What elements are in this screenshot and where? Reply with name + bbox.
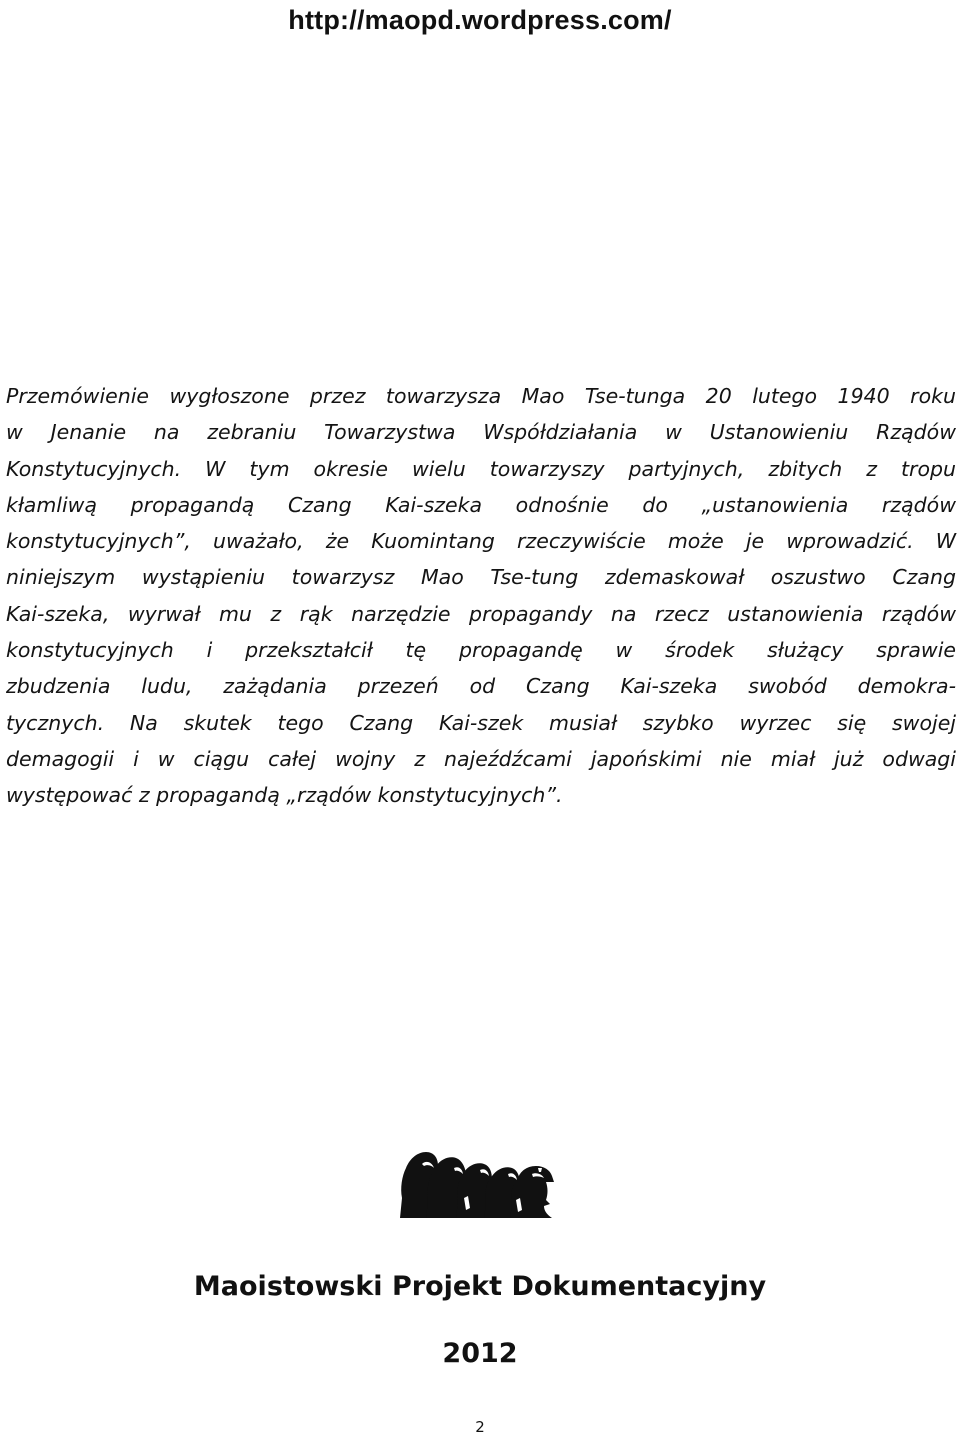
intro-line: w Jenanie na zebraniu Towarzystwa Współdziałania w Ustanowieniu Rządów [6,420,956,445]
intro-line: Przemówienie wygłoszone przez towarzysza Mao Tse-tunga 20 lutego 1940 roku [6,384,956,408]
intro-line: Konstytucyjnych. W tym okresie wielu towarzyszy partyjnych, zbitych z tropu [6,456,956,481]
intro-line: Kai-szeka, wyrwał mu z rąk narzędzie propagandy na rzecz ustanowienia rządów [6,601,956,626]
intro-line: konstytucyjnych i przekształcił tę propagandę w środek służący sprawie [6,638,956,663]
intro-line: tycznych. Na skutek tego Czang Kai-szek musiał szybko wyrzec się swojej [6,710,956,735]
five-profiles-emblem-icon [396,1138,558,1220]
header-url[interactable]: http://maopd.wordpress.com/ [288,5,672,35]
intro-paragraph [6,378,956,814]
publication-year: 2012 [442,1338,518,1369]
intro-line: kłamliwą propagandą Czang Kai-szeka odnośnie do „ustanowienia rządów [6,492,956,517]
page-number: 2 [475,1418,485,1436]
project-title: Maoistowski Projekt Dokumentacyjny [193,1271,767,1302]
intro-line: demagogii i w ciągu całej wojny z najeźdźcami japońskimi nie miał już odwagi [6,746,956,771]
intro-line: występować z propagandą „rządów konstytucyjnych”. [6,783,563,808]
intro-line: zbudzenia ludu, zażądania przezeń od Czang Kai-szeka swobód demokra- [6,674,956,699]
intro-line: niniejszym wystąpieniu towarzysz Mao Tse-tung zdemaskował oszustwo Czang [6,565,956,590]
intro-line: konstytucyjnych”, uważało, że Kuomintang rzeczywiście może je wprowadzić. W [6,529,956,554]
